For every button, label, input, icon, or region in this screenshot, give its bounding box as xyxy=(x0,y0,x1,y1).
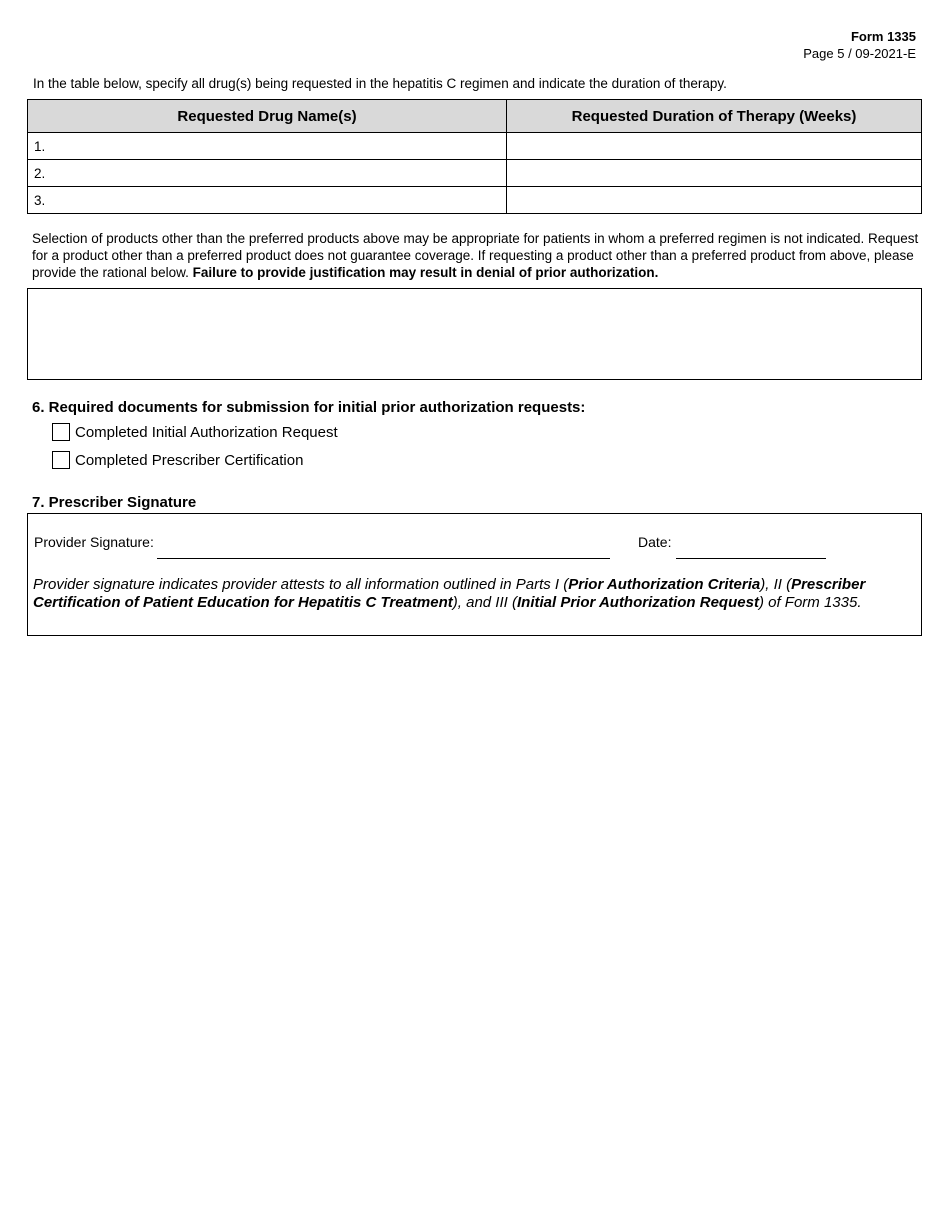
checkbox[interactable] xyxy=(52,451,70,469)
requested-drugs-table xyxy=(27,99,922,214)
justification-warning: Failure to provide justification may result in denial of prior authorization. xyxy=(192,264,659,280)
signature-box xyxy=(27,513,922,636)
date-label: Date: xyxy=(638,534,672,550)
duration-column-header: Requested Duration of Therapy (Weeks) xyxy=(507,100,922,133)
attestation-statement xyxy=(33,576,913,612)
drug-name-field-2[interactable]: 2. xyxy=(28,160,507,187)
attest-text: ) of Form 1335. xyxy=(758,594,862,611)
checkbox-label: Completed Prescriber Certification xyxy=(75,451,304,469)
provider-signature-label: Provider Signature: xyxy=(34,534,154,550)
table-row xyxy=(28,133,922,160)
duration-field-2[interactable] xyxy=(507,160,922,187)
checklist-item-initial-authorization[interactable] xyxy=(52,423,338,441)
drug-name-field-3[interactable]: 3. xyxy=(28,187,507,214)
table-row xyxy=(28,160,922,187)
attest-text: Provider signature indicates provider attests to all information outlined in Parts I ( xyxy=(33,576,569,593)
attest-part-1: Prior Authorization Criteria xyxy=(568,576,761,593)
form-number: Form 1335 xyxy=(850,29,916,44)
duration-field-3[interactable] xyxy=(507,187,922,214)
table-instructions: In the table below, specify all drug(s) being requested in the hepatitis C regimen and indicate the duration of therapy. xyxy=(33,76,727,91)
date-field[interactable] xyxy=(676,558,826,559)
page-info: Page 5 / 09-2021-E xyxy=(803,46,916,61)
drug-name-column-header: Requested Drug Name(s) xyxy=(28,100,507,133)
attest-text: ), II ( xyxy=(760,576,792,593)
table-row xyxy=(28,187,922,214)
justification-text-box[interactable] xyxy=(27,288,922,380)
checklist-item-prescriber-certification[interactable] xyxy=(52,451,303,469)
selection-text: Selection of products other than the preferred products above may be appropriate for patients in whom a preferred regimen is not indicated. Request for a product other than a preferred product does not guarantee coverage. If requesting a product other than a preferred product from above, please provide the rational below. xyxy=(32,231,919,280)
attest-part-2: Prescriber Certification of Patient Education for Hepatitis C Treatment xyxy=(33,576,866,611)
attest-text: ), and III ( xyxy=(452,594,517,611)
duration-field-1[interactable] xyxy=(507,133,922,160)
drug-name-field-1[interactable]: 1. xyxy=(28,133,507,160)
checkbox[interactable] xyxy=(52,423,70,441)
checkbox-label: Completed Initial Authorization Request xyxy=(75,423,338,441)
form-header xyxy=(803,28,916,62)
attest-part-3: Initial Prior Authorization Request xyxy=(516,594,759,611)
section-6-title: 6. Required documents for submission for initial prior authorization requests: xyxy=(32,399,586,416)
selection-notice xyxy=(32,231,922,281)
section-7-title: 7. Prescriber Signature xyxy=(32,494,197,511)
provider-signature-field[interactable] xyxy=(157,558,610,559)
table-header-row xyxy=(28,100,922,133)
